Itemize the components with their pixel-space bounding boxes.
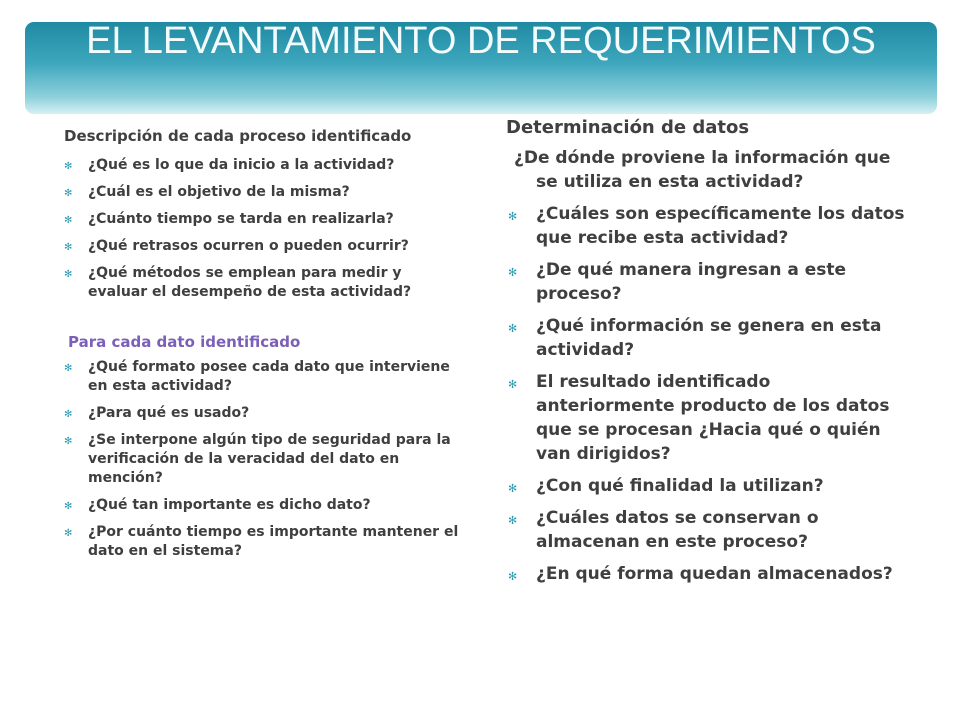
list-item: ✻ ¿Qué formato posee cada dato que interviene en esta actividad? bbox=[64, 359, 450, 394]
bullet-icon: ✻ bbox=[508, 266, 518, 279]
bullet-icon: ✻ bbox=[64, 409, 73, 420]
bullet-icon: ✻ bbox=[64, 215, 73, 226]
list-item: ✻ ¿De qué manera ingresan a este proceso? bbox=[508, 260, 847, 304]
bullet-icon: ✻ bbox=[508, 210, 518, 223]
process-question-list bbox=[64, 156, 460, 302]
list-item: ✻ ¿Qué tan importante es dicho dato? bbox=[64, 496, 460, 515]
list-item: ✻ ¿Cuáles datos se conservan o almacenan en este proceso? bbox=[508, 508, 819, 552]
process-description-heading: Descripción de cada proceso identificado bbox=[64, 127, 412, 145]
list-item: ✻ ¿Qué métodos se emplean para medir y evaluar el desempeño de esta actividad? bbox=[64, 265, 412, 300]
list-item: ✻ ¿Cuáles son específicamente los datos que recibe esta actividad? bbox=[508, 204, 905, 248]
list-item: ✻ ¿Por cuánto tiempo es importante mantener el dato en el sistema? bbox=[64, 524, 459, 559]
list-item: ✻ ¿Para qué es usado? bbox=[64, 404, 460, 423]
list-item: ✻ ¿Qué información se genera en esta actividad? bbox=[508, 316, 882, 360]
data-determination-list bbox=[506, 146, 906, 586]
bullet-icon: ✻ bbox=[64, 528, 73, 539]
data-identified-subheading: Para cada dato identificado bbox=[68, 333, 301, 351]
bullet-icon: ✻ bbox=[508, 378, 518, 391]
bullet-icon: ✻ bbox=[64, 269, 73, 280]
left-column bbox=[64, 126, 460, 569]
list-item: ✻ ¿En qué forma quedan almacenados? bbox=[506, 562, 906, 586]
bullet-icon: ✻ bbox=[508, 514, 518, 527]
list-item: ✻ ¿Cuánto tiempo se tarda en realizarla? bbox=[64, 210, 460, 229]
bullet-icon: ✻ bbox=[64, 436, 73, 447]
slide-title: EL LEVANTAMIENTO DE REQUERIMIENTOS bbox=[86, 20, 876, 62]
data-determination-heading: Determinación de datos bbox=[506, 117, 750, 138]
list-item: ✻ El resultado identificado anteriormente producto de los datos que se procesan ¿Hacia qué o quién van dirigidos? bbox=[508, 372, 890, 464]
bullet-icon: ✻ bbox=[64, 363, 73, 374]
list-item: ¿De dónde proviene la información que se utiliza en esta actividad? bbox=[514, 148, 891, 192]
list-item: ✻ ¿Se interpone algún tipo de seguridad para la verificación de la veracidad del dato en mención? bbox=[64, 432, 451, 486]
bullet-icon: ✻ bbox=[508, 482, 518, 495]
list-item: ✻ ¿Cuál es el objetivo de la misma? bbox=[64, 183, 460, 202]
list-item: ✻ ¿Con qué finalidad la utilizan? bbox=[506, 474, 906, 498]
bullet-icon: ✻ bbox=[64, 188, 73, 199]
list-item: ✻ ¿Qué retrasos ocurren o pueden ocurrir? bbox=[64, 237, 460, 256]
bullet-icon: ✻ bbox=[508, 322, 518, 335]
list-item: ✻ ¿Qué es lo que da inicio a la actividad? bbox=[64, 156, 460, 175]
bullet-icon: ✻ bbox=[64, 242, 73, 253]
right-column bbox=[506, 116, 906, 594]
bullet-icon: ✻ bbox=[508, 570, 518, 583]
bullet-icon: ✻ bbox=[64, 161, 73, 172]
bullet-icon: ✻ bbox=[64, 501, 73, 512]
data-question-list bbox=[64, 358, 460, 561]
